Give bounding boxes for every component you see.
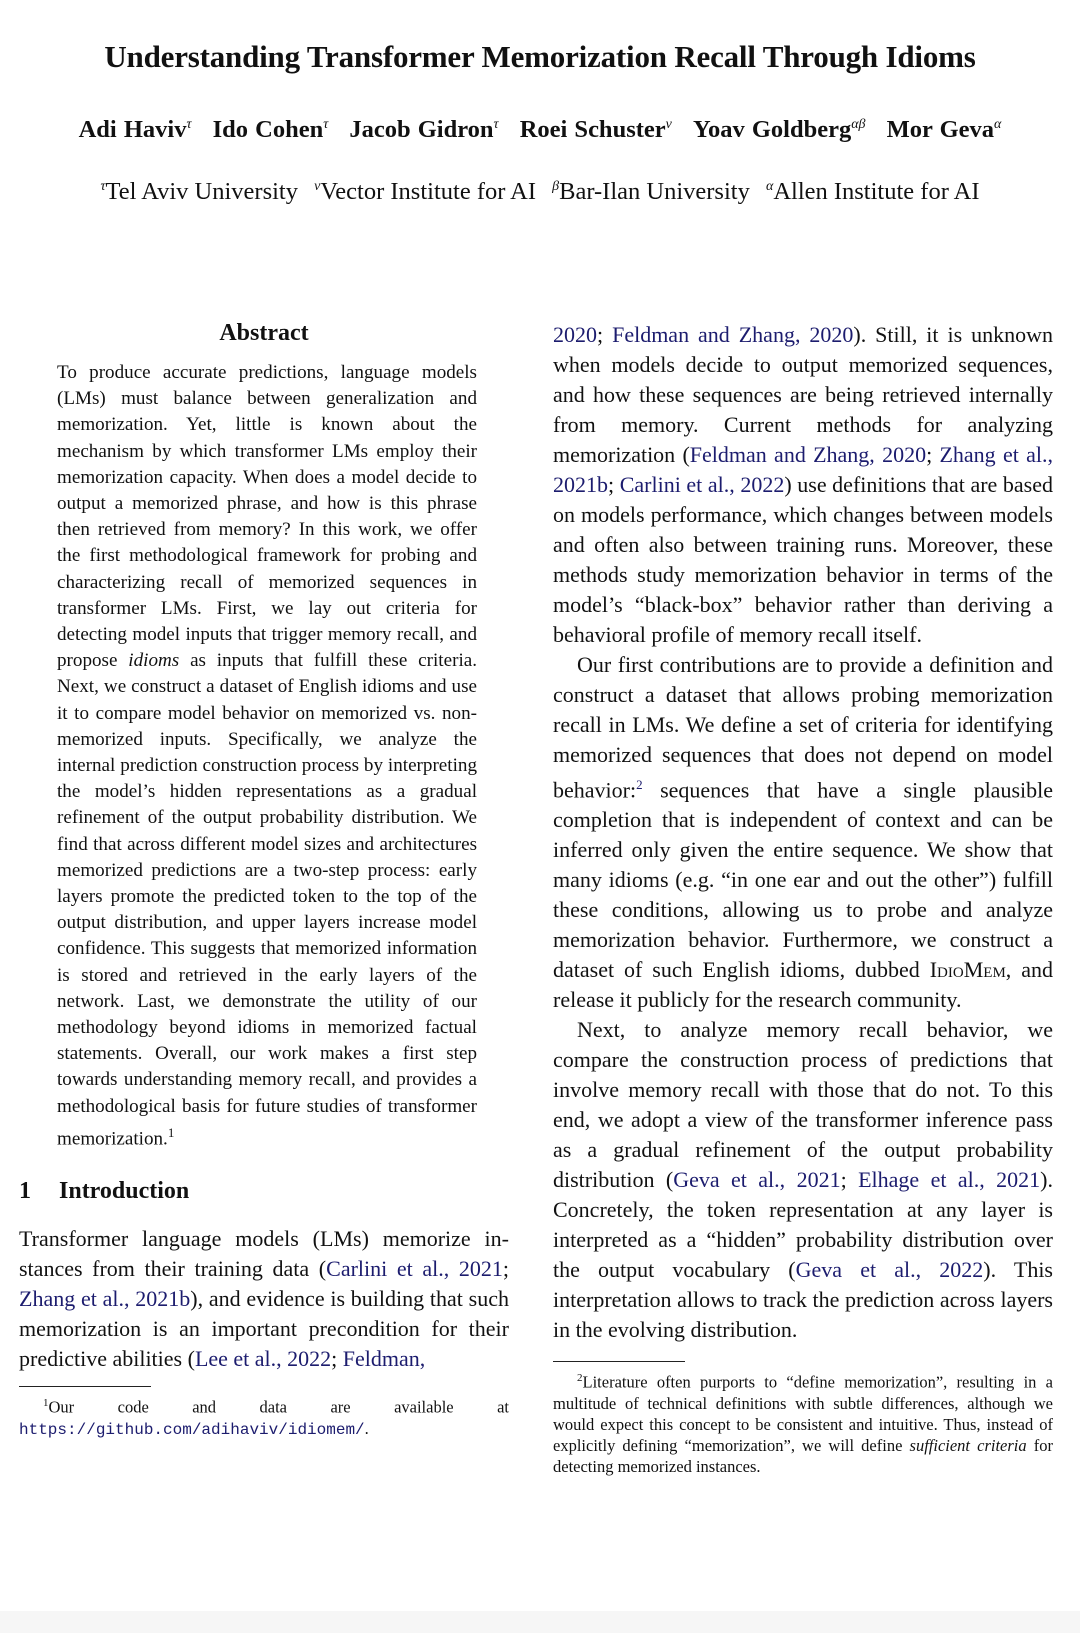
abstract-text: To produce accurate predictions, language models (LMs) must balance between generalization and memorization. Yet, little is known about the mechanism by which transformer LMs employ their memorization capacity. When does a model decide to output a memorized phrase, and how is this phrase then retrieved from memory? In this work, we offer the first methodological framework for probing and characterizing recall of memorized sequences in transformer LMs. First, we lay out criteria for detecting model inputs that trigger memory recall, and propose idioms as inputs that fulfill these criteria. Next, we construct a dataset of English idioms and use it to compare model behavior on memorized vs. non-memorized inputs. Specifically, we analyze the internal prediction construction process by interpreting the model’s hidden representations as a gradual refinement of the output probability distribution. We find that across different model sizes and architectures memorized predictions are a two-step process: early layers promote the predicted token to the top of the output distribution, and upper layers increase model confidence. This suggests that memorized information is stored and retrieved in the early layers of the network. Last, we demonstrate the utility of our methodology beyond idioms in memorized factual statements. Overall, our work makes a first step towards understanding memory recall, and provides a methodological basis for future studies of transformer memorization.$^1$ [57, 362, 477, 1150]
citation-link[interactable]: Feldman, [342, 1346, 426, 1372]
section-number: 1 [19, 1178, 31, 1205]
citation-link[interactable]: Feldman and Zhang, 2020 [612, 322, 854, 347]
footnote-divider [553, 1361, 685, 1362]
intro-paragraph-1-cont: 2020; Feldman and Zhang, 2020). Still, it is unknown when models decide to output memorized sequences, and how these sequences are being retrieved internally from memory. Current methods for analyzing memorization (Feldman and Zhang, 2020; Zhang et al., 2021b; Carlini et al., 2022) use definitions that are based on models performance, which changes between models and often also between training runs. Moreover, these methods study memorization behavior in terms of the model’s “black-box” behavior rather than deriving a behavioral profile of memory recall itself. [553, 322, 1053, 647]
author: Adi Haviv$^\tau$ [78, 116, 192, 143]
footnote-ref-1[interactable]: 1 [167, 1124, 175, 1140]
section-heading-introduction [19, 1178, 509, 1224]
paper-title: Understanding Transformer Memorization Recall Through Idioms [104, 38, 976, 74]
section-title: Introduction [59, 1178, 190, 1205]
citation-link[interactable]: Geva et al., 2022 [795, 1257, 984, 1283]
footnote-ref-2[interactable]: 2 [636, 777, 643, 792]
page-bottom-band [0, 1611, 1080, 1633]
abstract-heading: Abstract [219, 320, 309, 346]
citation-link[interactable]: Feldman and Zhang, 2020 [689, 442, 927, 467]
citation-link[interactable]: Geva et al., 2021 [673, 1167, 841, 1193]
footnote-divider [19, 1386, 151, 1387]
author: Jacob Gidron$^\tau$ [349, 116, 499, 143]
affiliation: $^\beta$Bar-Ilan University [552, 178, 750, 205]
emphasis-sufficient-criteria: sufficient criteria [909, 1435, 1027, 1455]
footnote-1: $^1$Our code and data are available at https://github.com/adihaviv/idiomem/. [19, 1397, 509, 1439]
intro-paragraph-1: Transformer language models (LMs) memorize instances from their training data (Carlini et al., 2021; Zhang et al., 2021b), and evidence is building that such memorization is an important precondition for their predictive abilities (Lee et al., 2022; Feldman, [19, 1226, 509, 1372]
right-column [553, 318, 1053, 1477]
citation-link[interactable]: Zhang et al., 2021b [19, 1286, 191, 1312]
citation-link[interactable]: 2020 [553, 322, 597, 347]
footnote-2: $^2$Literature often purports to “define memorization”, resulting in a multitude of technical definitions with subtle differences, although we would expect this concept to be consistent and intuitive. Thus, instead of explicitly defining “memorization”, we will define sufficient criteria for detecting memorized instances. [553, 1372, 1053, 1476]
emphasis-idioms: idioms [128, 650, 180, 672]
citation-link[interactable]: Elhage et al., 2021 [858, 1167, 1041, 1193]
intro-paragraph-3: Next, to analyze memory recall behavior, we compare the construction process of predictions that involve memory recall with those that do not. To this end, we adopt a view of the transformer inference pass as a gradual refinement of the output probability distribution (Geva et al., 2021; Elhage et al., 2021). Concretely, the token representation at any layer is interpreted as a “hidden” probability distribution over the output vocabulary (Geva et al., 2022). This interpretation allows to track the prediction across layers in the evolving distribution. [553, 1017, 1053, 1343]
citation-link[interactable]: Carlini et al., 2021 [326, 1256, 503, 1282]
repository-url-link[interactable]: https://github.com/adihaviv/idiomem/ [19, 1420, 365, 1439]
citation-link[interactable]: Zhang et al., 2021b [553, 442, 1053, 497]
author: Ido Cohen$^\tau$ [212, 116, 329, 143]
citation-link[interactable]: Carlini et al., 2022 [619, 472, 785, 497]
affiliation: $^\tau$Tel Aviv University [100, 178, 298, 205]
affiliation-list [0, 178, 1080, 206]
author: Yoav Goldberg$^{\alpha\beta}$ [692, 116, 866, 143]
affiliation: $^\nu$Vector Institute for AI [314, 178, 537, 205]
author: Mor Geva$^\alpha$ [886, 116, 1002, 143]
affiliation: $^\alpha$Allen Institute for AI [765, 178, 980, 205]
intro-paragraph-2: Our first contributions are to provide a definition and construct a dataset that allows probing memorization recall in LMs. We define a set of criteria for identifying memorized sequences that does not depend on model behavior:$^2$ sequences that have a single plausible completion that is independent of context and can be inferred only given the entire sequence. We show that many idioms (e.g. “in one ear and out the other”) fulfill these conditions, allowing us to probe and analyze memorization behavior. Furthermore, we construct a dataset of such English idioms, dubbed IdioMem, and release it publicly for the research community. [553, 652, 1053, 1013]
author-list [0, 116, 1080, 144]
left-column [19, 318, 509, 1441]
dataset-name: IdioMem [929, 957, 1006, 983]
author: Roei Schuster$^\nu$ [519, 116, 672, 143]
citation-link[interactable]: Lee et al., 2022 [194, 1346, 332, 1372]
